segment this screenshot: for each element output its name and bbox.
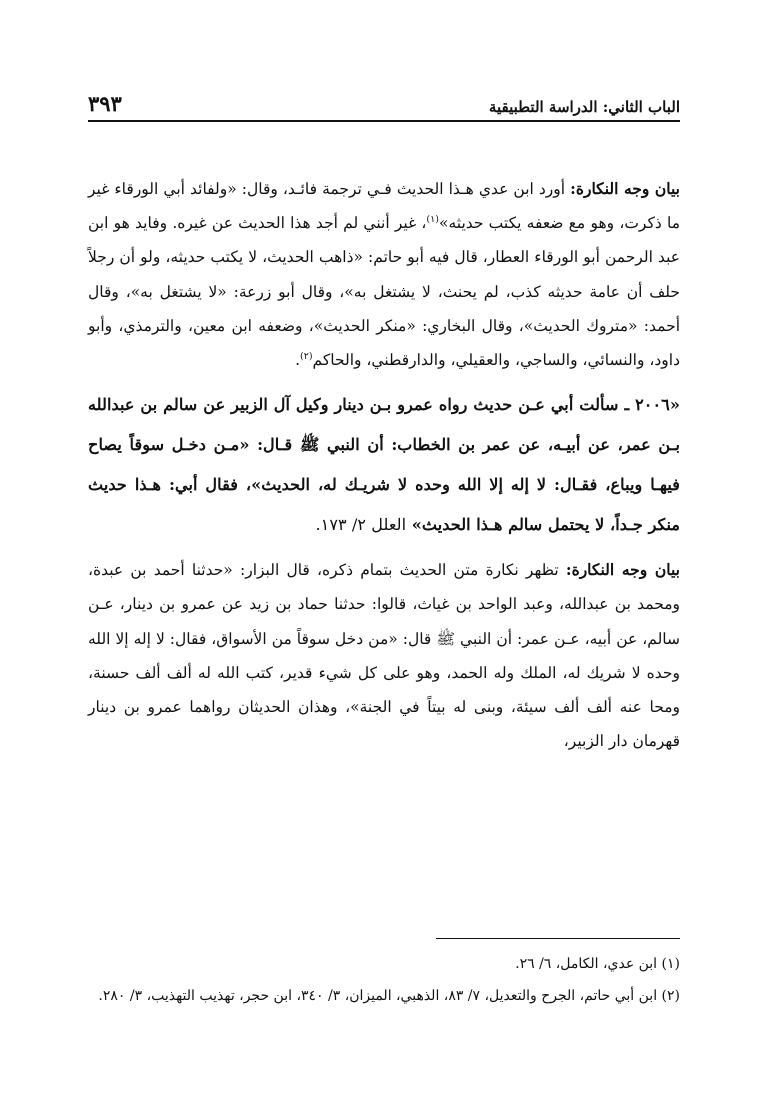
- hadith-text: «٢٠٠٦ ـ سألت أبي عـن حديث رواه عمرو بـن دينار وكيل آل الزبير عن سالم بن عبدالله بـن عمر، عن أبيـه، عن عمر بن الخطاب: أن النبي ﷺ قـال: «مـن دخـل سوقاً يصاح فيهـا ويباع، فقـال: لا إله إلا الله وحده لا شريـك له، الحديث»، فقال أبي: هـذا حديث منكر جـداً، لا يحتمل سالم هـذا الحديث»: [88, 395, 680, 535]
- footnote-ref-1[interactable]: (١): [426, 214, 439, 226]
- page-header: [88, 84, 680, 116]
- page-number: ٣٩٣: [88, 91, 122, 116]
- header-rule: [88, 120, 680, 122]
- paragraph-text: أورد ابن عدي هـذا الحديث فـي ترجمة فائـد، وقال: «ولفائد أبي الورقاء غير ما ذكرت، وهو مع ضعفه يكتب حديثه»: [88, 180, 681, 233]
- footnote-ref-2[interactable]: (٢): [300, 350, 313, 362]
- running-head: الباب الثاني: الدراسة التطبيقية: [488, 98, 680, 116]
- hadith-source: العلل ٢/ ١٧٣.: [315, 515, 407, 535]
- paragraph-text-cont: ، غير أنني لم أجد هذا الحديث عن غيره. وفايد هو ابن عبد الرحمن أبو الورقاء العطار، قال فيه أبو حاتم: «ذاهب الحديث، لا يكتب حديثه، ولو أن رجلاً حلف أن عامة حديثه كذب، لم يحنث، لا يشتغل به»، وقال أبو زرعة: «لا يشتغل به»، وقال أحمد: «متروك الحديث»، وقال البخاري: «منكر الحديث»، وضعفه ابن معين، والترمذي، وأبو داود، والنسائي، والساجي، والعقيلي، والدارقطني، والحاكم: [88, 214, 680, 370]
- paragraph-text-end: .: [295, 351, 300, 370]
- main-text: [88, 172, 680, 758]
- footnotes: [88, 950, 680, 1010]
- paragraph-text: تظهر نكارة متن الحديث بتمام ذكره، قال البزار: «حدثنا أحمد بن عبدة، ومحمد بن عبدالله، وعبد الواحد بن غياث، قالوا: حدثنا حماد بن زيد عن عمرو بن دينار، عـن سالم، عن أبيه، عـن عمر: أن النبي ﷺ قال: «من دخل سوقاً من الأسواق، فقال: لا إله إلا الله وحده لا شريك له، الملك وله الحمد، وهو على كل شيء قدير، كتب الله له ألف ألف حسنة، ومحا عنه ألف ألف سيئة، وبنى له بيتاً في الجنة»، وهذان الحديثان رواهما عمرو بن دينار قهرمان دار الزبير،: [88, 561, 680, 751]
- paragraph-explanation-1: [88, 172, 680, 377]
- section-label: بيان وجه النكارة:: [565, 560, 680, 580]
- section-label: بيان وجه النكارة:: [570, 179, 680, 198]
- footnote-2: (٢) ابن أبي حاتم، الجرح والتعديل، ٧/ ٨٣، الذهبي، الميزان، ٣/ ٣٤٠، ابن حجر، تهذيب التهذيب، ٣/ ٢٨٠.: [98, 988, 680, 1004]
- hadith-entry: [88, 385, 680, 545]
- footnote-separator: [436, 938, 680, 939]
- paragraph-explanation-2: [88, 553, 680, 758]
- footnote-1: (١) ابن عدي، الكامل، ٦/ ٢٦.: [515, 956, 680, 972]
